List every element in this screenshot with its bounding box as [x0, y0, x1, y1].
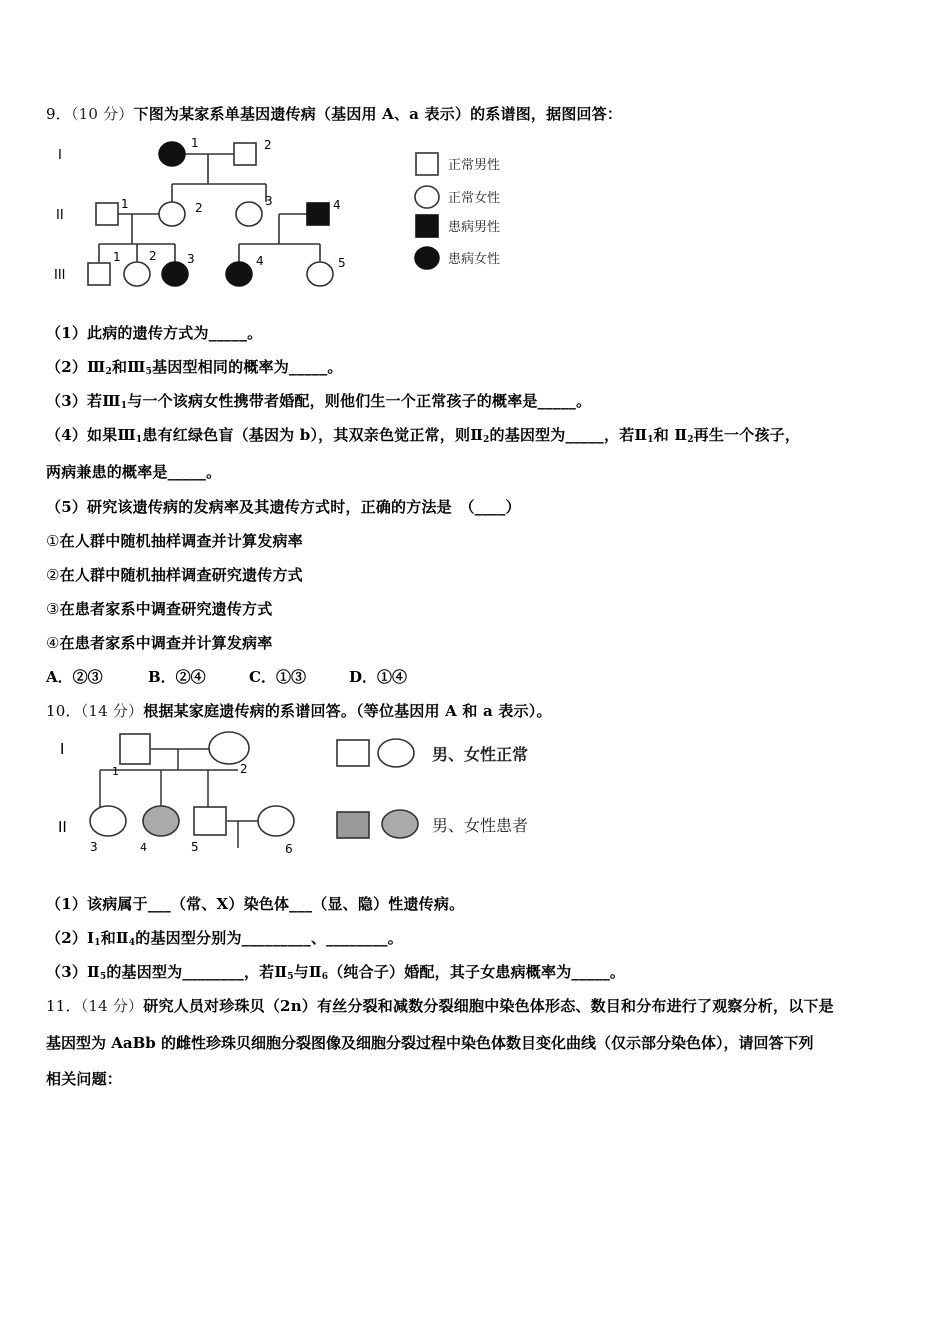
- ii1-normal-male: [96, 203, 118, 225]
- q9-option-d: D．①④: [349, 668, 408, 686]
- legend-affected-male-symbol: [416, 215, 438, 237]
- q10-header: [46, 700, 552, 721]
- iii-num-1: 1: [113, 250, 121, 264]
- gen-label-ii: II: [56, 208, 64, 223]
- q9-sub4: （4）如果$Ⅲ_1$患有红绿色盲（基因为 b），其双亲色觉正常，则$Ⅱ_2$的基因型为_____，若$Ⅱ_1$和 $Ⅱ_2$再生一个孩子，: [46, 426, 801, 445]
- ii-num-1: 1: [121, 197, 129, 211]
- q10-number: 10．: [46, 702, 81, 720]
- iii1-normal-male: [88, 263, 110, 285]
- gen-label-i: I: [58, 148, 62, 163]
- ii4-affected-male: [307, 203, 329, 225]
- q9-item-4: ④在患者家系中调查并计算发病率: [46, 634, 273, 652]
- legend-normal: 男、女性正常: [432, 745, 529, 764]
- iii-num-2: 2: [149, 249, 157, 263]
- q11-number: 11．: [46, 997, 81, 1015]
- q9-sub2: $(2)Ⅲ_2$和$Ⅲ_5$基因型相同的概率为_____。: [46, 358, 343, 377]
- legend-affected-female-symbol: [382, 810, 418, 838]
- q9-option-b: B．②④: [148, 668, 206, 686]
- ii-num-5: 5: [191, 840, 199, 854]
- i-num-1: 1: [112, 765, 119, 778]
- iii2-normal-female: [124, 262, 150, 286]
- q10-intro: 根据某家庭遗传病的系谱回答。（等位基因用 A 和 a 表示）。: [143, 702, 552, 720]
- iii-num-3: 3: [187, 252, 195, 266]
- ii-num-3: 3: [265, 194, 273, 208]
- q11-points: （14 分）: [80, 997, 144, 1015]
- q10-sub2: $(2)Ⅰ_1$和$Ⅱ_4$的基因型分别为_________、________。: [46, 929, 403, 948]
- gen-label-iii: III: [54, 268, 66, 283]
- q9-sub5: （5）研究该遗传病的发病率及其遗传方式时，正确的方法是 （____）: [46, 498, 521, 516]
- q9-points: （10 分）: [70, 105, 134, 123]
- q9-sub1: （1）此病的遗传方式为_____。: [46, 324, 263, 342]
- iii5-normal-female: [307, 262, 333, 286]
- legend-affected-male: 患病男性: [448, 220, 501, 235]
- ii-num-2: 2: [195, 201, 203, 215]
- ii4-affected-female: [143, 806, 179, 836]
- q11-line1: 研究人员对珍珠贝（2n）有丝分裂和减数分裂细胞中染色体形态、数目和分布进行了观察分析，以下是: [143, 997, 834, 1015]
- ii-num-6: 6: [285, 842, 293, 856]
- ii3-normal-female: [236, 202, 262, 226]
- legend-normal-male-symbol: [337, 740, 369, 766]
- i2-normal-male: [234, 143, 256, 165]
- q9-intro: 下图为某家系单基因遗传病（基因用 A、a 表示）的系谱图，据图回答：: [133, 105, 623, 123]
- i-num-2: 2: [240, 762, 248, 776]
- ii-num-4: 4: [140, 841, 147, 854]
- ii3-normal-female: [90, 806, 126, 836]
- iii-num-5: 5: [338, 256, 346, 270]
- q9-pedigree: [40, 132, 560, 292]
- legend-affected: 男、女性患者: [432, 816, 529, 835]
- q9-item-1: ①在人群中随机抽样调查并计算发病率: [46, 532, 303, 550]
- legend-normal-female-symbol: [378, 739, 414, 767]
- legend-normal-male: 正常男性: [448, 158, 501, 173]
- q11-header: [46, 995, 834, 1016]
- q9-option-a: A．②③: [46, 668, 103, 686]
- i-num-2: 2: [264, 138, 272, 152]
- q9-number: 9．: [46, 105, 71, 123]
- q9-item-2: ②在人群中随机抽样调查研究遗传方式: [46, 566, 303, 584]
- ii5-normal-male: [194, 807, 226, 835]
- legend-affected-female-symbol: [415, 247, 439, 269]
- legend-normal-male-symbol: [416, 153, 438, 175]
- legend-affected-female: 患病女性: [448, 252, 501, 267]
- legend-affected-male-symbol: [337, 812, 369, 838]
- q9-item-3: ③在患者家系中调查研究遗传方式: [46, 600, 273, 618]
- ii-num-3: 3: [90, 840, 98, 854]
- gen-label-i: I: [60, 740, 65, 758]
- q10-pedigree: [40, 728, 600, 868]
- q10-sub1: （1）该病属于___（常、X）染色体___（显、隐）性遗传病。: [46, 895, 465, 913]
- iii-num-4: 4: [256, 254, 264, 268]
- q9-header: [46, 103, 622, 124]
- q11-line3: 相关问题：: [46, 1070, 123, 1088]
- gen-label-ii: II: [58, 818, 67, 836]
- iii3-affected-female: [162, 262, 188, 286]
- legend-normal-female-symbol: [415, 186, 439, 208]
- q10-sub3: $(3)Ⅱ_5$的基因型为________，若$Ⅱ_5$与$Ⅱ_6$（纯合子）婚配，其子女患病概率为_____。: [46, 963, 626, 982]
- ii2-normal-female: [159, 202, 185, 226]
- i-num-1: 1: [191, 136, 199, 150]
- legend-normal-female: 正常女性: [448, 191, 501, 206]
- q9-sub4-line2: 两病兼患的概率是_____。: [46, 463, 222, 481]
- i1-normal-male: [120, 734, 150, 764]
- q9-option-c: C．①③: [249, 668, 306, 686]
- q9-sub3: （3）若$Ⅲ_1$与一个该病女性携带者婚配，则他们生一个正常孩子的概率是_____。: [46, 392, 592, 411]
- ii-num-4: 4: [333, 198, 341, 212]
- q11-line2: 基因型为 AaBb 的雌性珍珠贝细胞分裂图像及细胞分裂过程中染色体数目变化曲线（仅示部分染色体），请回答下列: [46, 1034, 814, 1052]
- ii6-normal-female: [258, 806, 294, 836]
- i2-normal-female: [209, 732, 249, 764]
- i1-affected-female: [159, 142, 185, 166]
- q10-points: （14 分）: [80, 702, 144, 720]
- iii4-affected-female: [226, 262, 252, 286]
